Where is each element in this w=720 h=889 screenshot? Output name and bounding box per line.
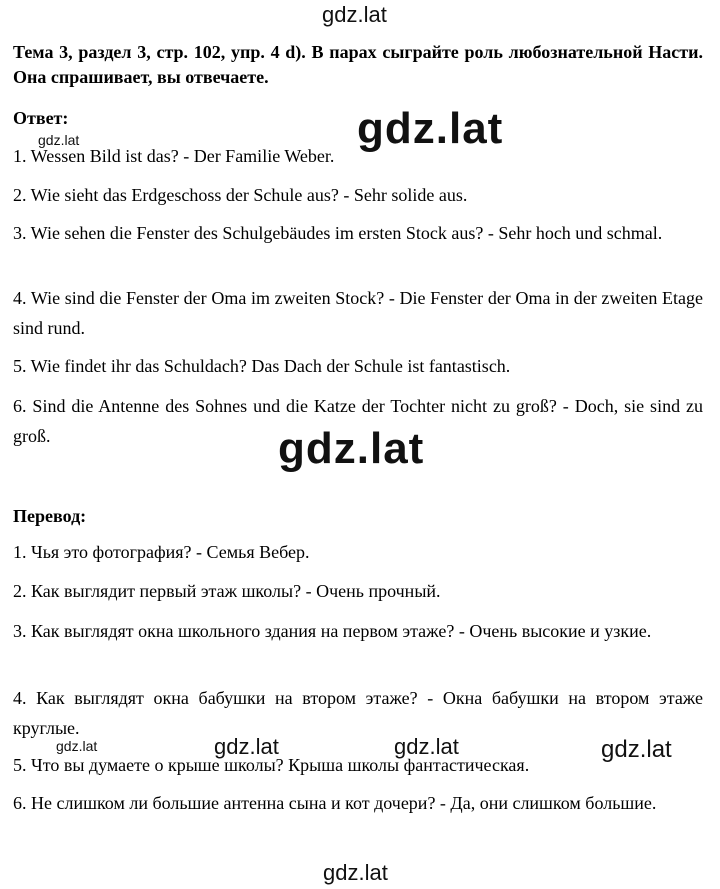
- watermark-big-2: gdz.lat: [278, 424, 425, 473]
- translation-item-5: 5. Что вы думаете о крыше школы? Крыша школы фантастическая.: [13, 755, 530, 775]
- watermark-mid-1: gdz.lat: [214, 734, 279, 759]
- watermark-mid-3: gdz.lat: [601, 736, 672, 763]
- answer-item-5: 5. Wie findet ihr das Schuldach? Das Dach der Schule ist fantastisch.: [13, 356, 511, 376]
- translation-item-4: 4. Как выглядят окна бабушки на втором этаже? - Окна бабушки на втором этаже круглые.: [13, 688, 703, 738]
- translation-item-1: 1. Чья это фотография? - Семья Вебер.: [13, 542, 310, 562]
- task-title: Тема 3, раздел 3, стр. 102, упр. 4 d). В парах сыграйте роль любознательной Насти. Она спрашивает, вы отвечаете.: [13, 42, 703, 87]
- answer-item-2: 2. Wie sieht das Erdgeschoss der Schule aus? - Sehr solide aus.: [13, 185, 468, 205]
- answer-item-3: 3. Wie sehen die Fenster des Schulgebäudes im ersten Stock aus? - Sehr hoch und schmal.: [13, 223, 663, 243]
- answer-heading: Ответ:: [13, 108, 69, 128]
- watermark-big-1: gdz.lat: [357, 104, 504, 153]
- answer-item-1: 1. Wessen Bild ist das? - Der Familie Weber.: [13, 146, 335, 166]
- watermark-mid-2: gdz.lat: [394, 734, 459, 759]
- answer-item-6: 6. Sind die Antenne des Sohnes und die Katze der Tochter nicht zu groß? - Doch, sie sind zu groß.: [13, 396, 703, 446]
- watermark-small-1: gdz.lat: [38, 132, 80, 148]
- watermark-bottom: gdz.lat: [323, 860, 388, 885]
- translation-item-6: 6. Не слишком ли большие антенна сына и кот дочери? - Да, они слишком большие.: [13, 793, 657, 813]
- watermark-small-2: gdz.lat: [56, 738, 98, 754]
- translation-item-2: 2. Как выглядит первый этаж школы? - Очень прочный.: [13, 581, 441, 601]
- translation-item-3: 3. Как выглядят окна школьного здания на первом этаже? - Очень высокие и узкие.: [13, 621, 652, 641]
- translation-heading: Перевод:: [13, 506, 87, 526]
- watermark-top: gdz.lat: [322, 2, 387, 27]
- answer-item-4: 4. Wie sind die Fenster der Oma im zweiten Stock? - Die Fenster der Oma in der zweiten Etage sind rund.: [13, 288, 703, 338]
